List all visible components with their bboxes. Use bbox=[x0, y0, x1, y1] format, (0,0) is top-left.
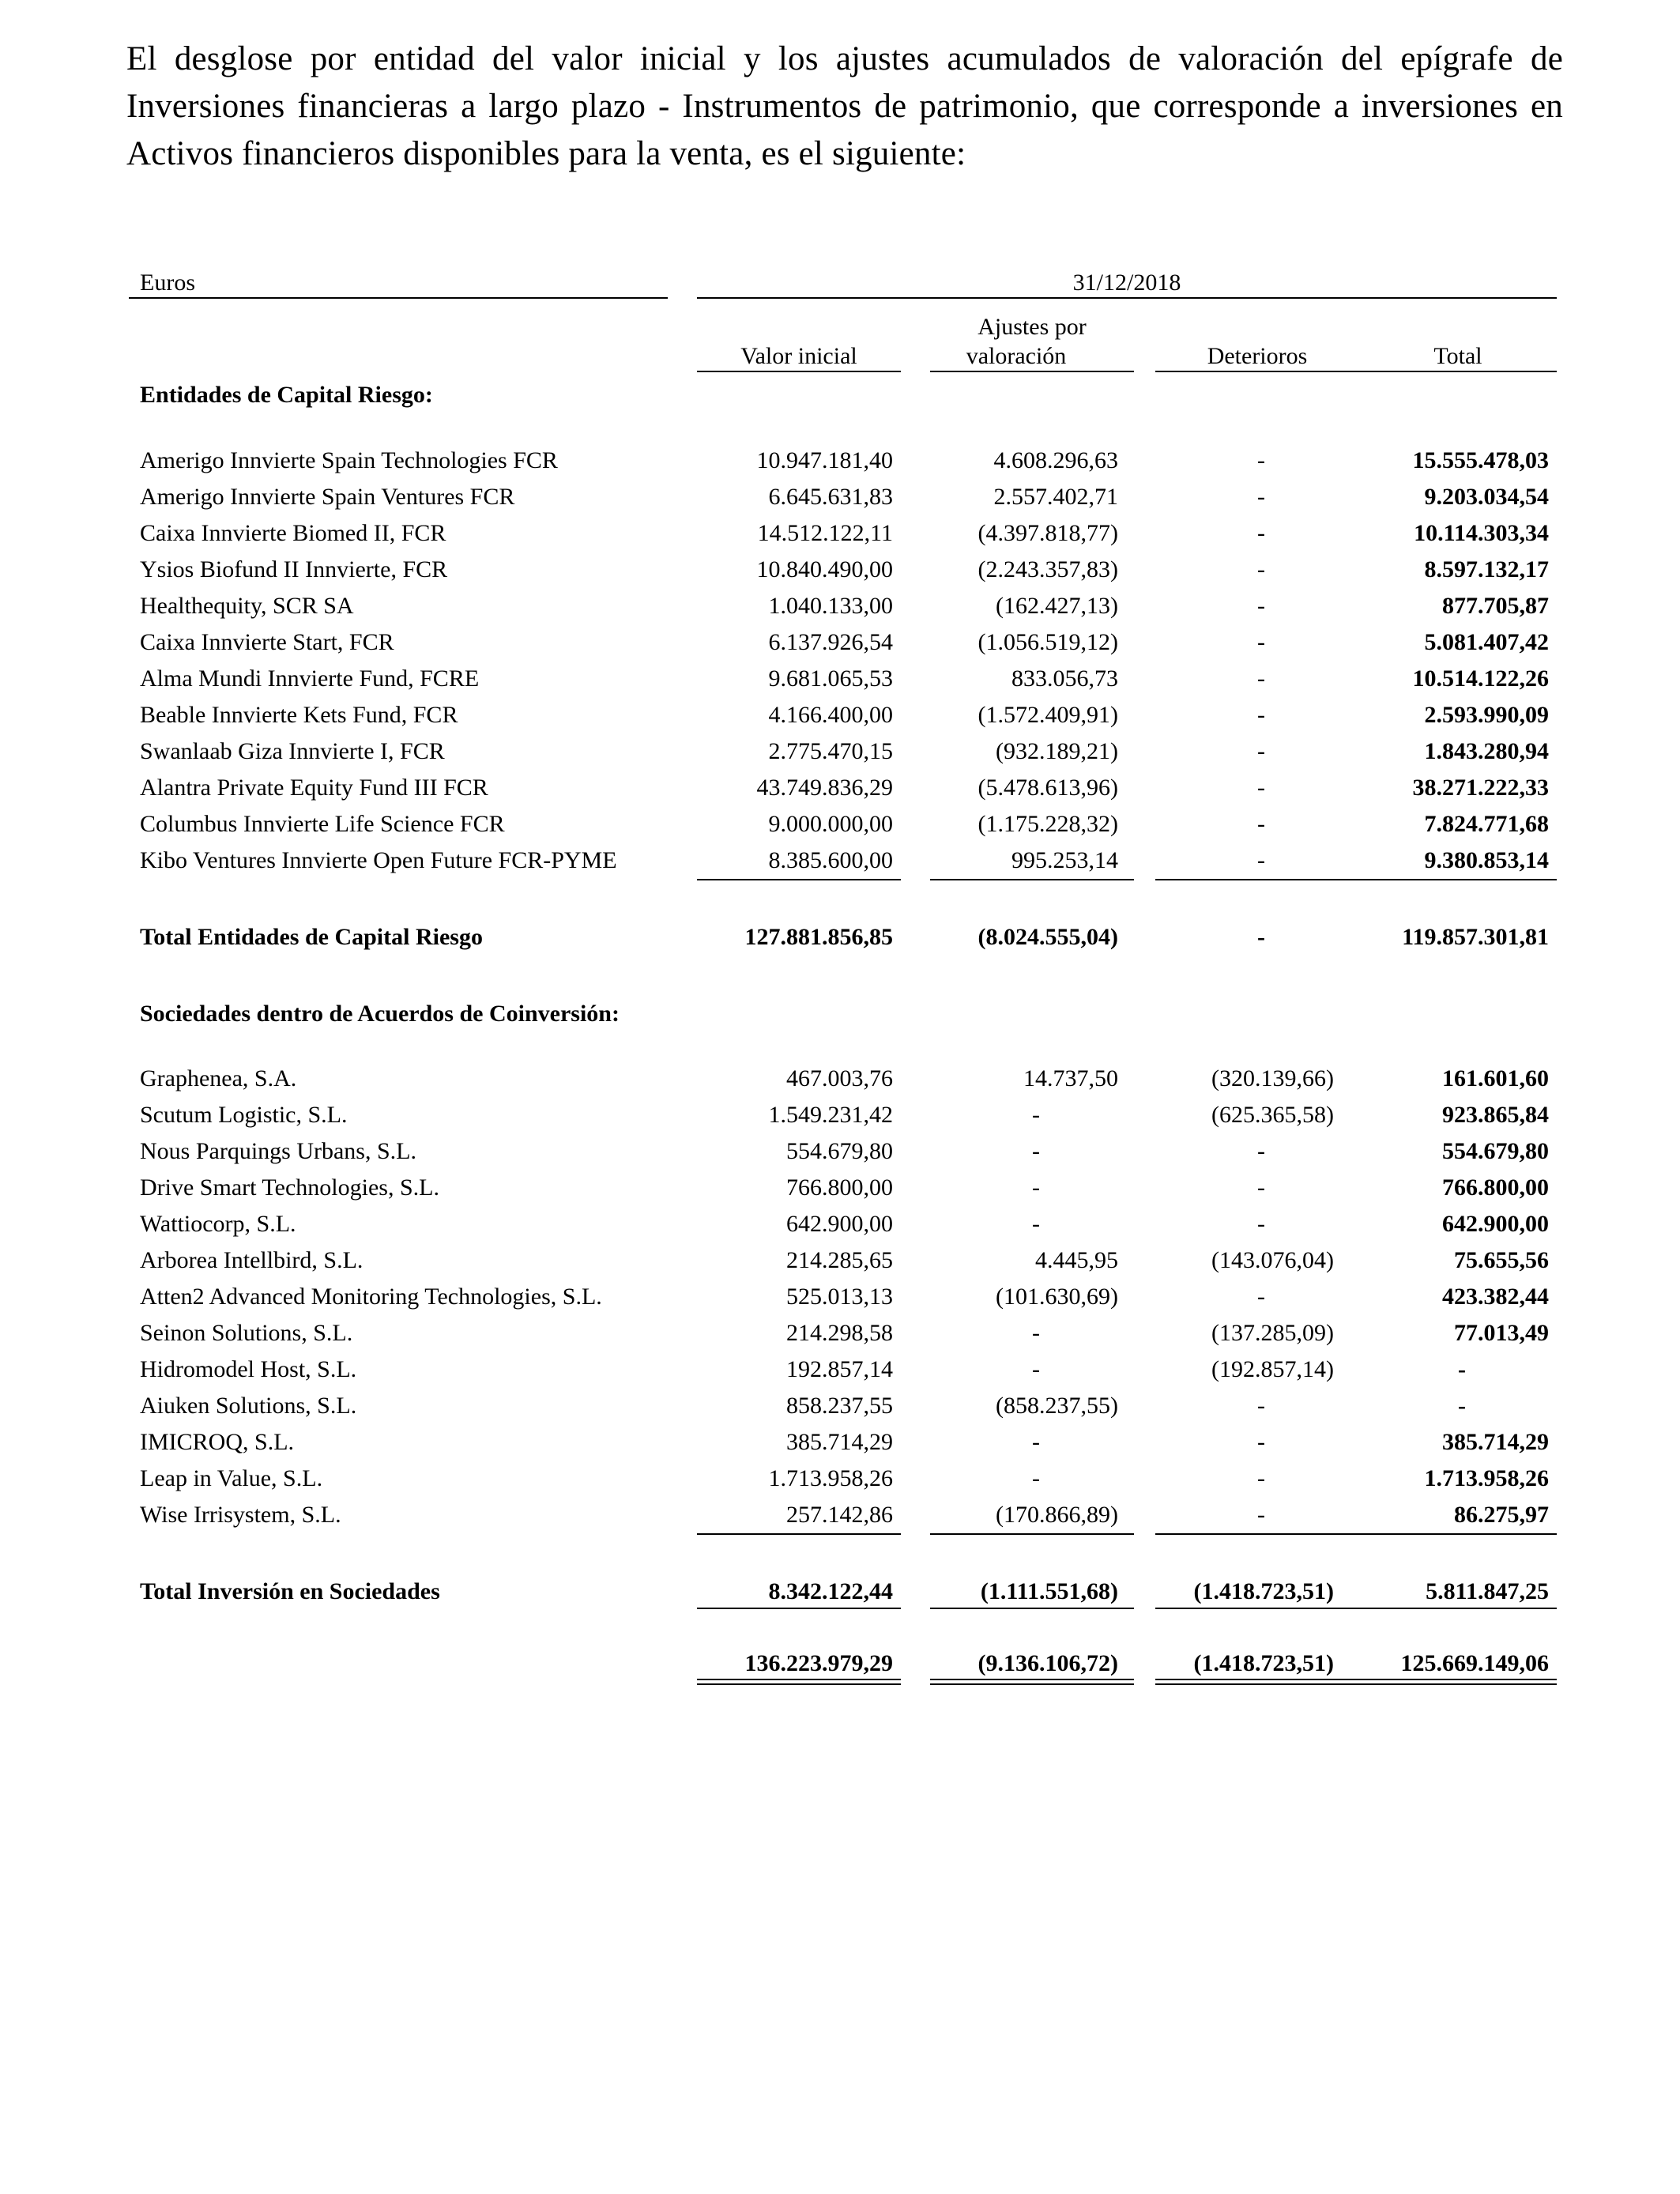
section2-total-underline-2 bbox=[1155, 1608, 1359, 1609]
section1-total-row-name: Total Entidades de Capital Riesgo bbox=[140, 924, 483, 950]
section2-row-total: - bbox=[1458, 1393, 1466, 1419]
section2-total-underline-0 bbox=[697, 1608, 901, 1609]
unit-label: Euros bbox=[140, 270, 195, 296]
grand-total-double-rule-0 bbox=[697, 1679, 901, 1685]
section1-row-total: 7.824.771,68 bbox=[1424, 811, 1549, 837]
section1-row-total: 9.203.034,54 bbox=[1424, 484, 1549, 510]
section2-row-ajustes: 4.445,95 bbox=[1035, 1247, 1118, 1273]
section1-row-deterioros: - bbox=[1257, 811, 1265, 837]
section2-total-row-total: 5.811.847,25 bbox=[1426, 1578, 1549, 1604]
section2-row-ajustes: 14.737,50 bbox=[1023, 1065, 1118, 1091]
section1-row-deterioros: - bbox=[1257, 775, 1265, 801]
section2-row-name: Drive Smart Technologies, S.L. bbox=[140, 1174, 439, 1201]
section2-row-total: - bbox=[1458, 1356, 1466, 1382]
section1-row-valor: 1.040.133,00 bbox=[768, 593, 893, 619]
section1-row-valor: 43.749.836,29 bbox=[756, 775, 893, 801]
section2-subtotal-rule-3 bbox=[1359, 1533, 1557, 1535]
section2-row-deterioros: (143.076,04) bbox=[1211, 1247, 1334, 1273]
section2-total-row-valor: 8.342.122,44 bbox=[768, 1578, 893, 1604]
grand-total-double-rule-3 bbox=[1359, 1679, 1557, 1685]
grand-total-valor: 136.223.979,29 bbox=[744, 1650, 893, 1676]
section1-row-name: Alantra Private Equity Fund III FCR bbox=[140, 775, 488, 801]
section1-subtotal-rule-2 bbox=[1155, 879, 1359, 880]
section2-row-name: Seinon Solutions, S.L. bbox=[140, 1320, 353, 1346]
section2-row-name: Atten2 Advanced Monitoring Technologies, S.L. bbox=[140, 1284, 602, 1310]
col-header-ajustes-line2: valoración bbox=[966, 343, 1067, 369]
section2-row-ajustes: - bbox=[1032, 1320, 1040, 1346]
section2-subtotal-rule-1 bbox=[930, 1533, 1134, 1535]
section2-row-valor: 1.549.231,42 bbox=[768, 1102, 893, 1128]
section2-row-deterioros: - bbox=[1257, 1284, 1265, 1310]
grand-total-deterioros: (1.418.723,51) bbox=[1193, 1650, 1334, 1676]
header-rule-left bbox=[129, 297, 668, 299]
section2-row-total: 75.655,56 bbox=[1454, 1247, 1549, 1273]
section1-total-row-total: 119.857.301,81 bbox=[1402, 924, 1549, 950]
section2-row-ajustes: (858.237,55) bbox=[996, 1393, 1118, 1419]
section2-row-deterioros: (625.365,58) bbox=[1211, 1102, 1334, 1128]
section1-row-valor: 6.645.631,83 bbox=[768, 484, 893, 510]
section2-row-total: 86.275,97 bbox=[1454, 1502, 1549, 1528]
section1-row-total: 5.081.407,42 bbox=[1424, 629, 1549, 655]
section2-row-deterioros: (320.139,66) bbox=[1211, 1065, 1334, 1091]
section2-row-valor: 192.857,14 bbox=[786, 1356, 893, 1382]
section2-row-valor: 766.800,00 bbox=[786, 1174, 893, 1201]
section2-row-name: Nous Parquings Urbans, S.L. bbox=[140, 1138, 416, 1164]
section2-total-underline-1 bbox=[930, 1608, 1134, 1609]
section1-row-deterioros: - bbox=[1257, 738, 1265, 764]
section1-row-total: 15.555.478,03 bbox=[1412, 447, 1549, 473]
section1-row-valor: 9.000.000,00 bbox=[768, 811, 893, 837]
section1-subtotal-rule-3 bbox=[1359, 879, 1557, 880]
section1-row-valor: 9.681.065,53 bbox=[768, 665, 893, 692]
section1-total-row-ajustes: (8.024.555,04) bbox=[977, 924, 1118, 950]
section1-row-deterioros: - bbox=[1257, 665, 1265, 692]
section2-row-total: 423.382,44 bbox=[1442, 1284, 1549, 1310]
col-header-ajustes-line1: Ajustes por bbox=[977, 314, 1087, 340]
section1-row-name: Columbus Innvierte Life Science FCR bbox=[140, 811, 505, 837]
section2-row-total: 923.865,84 bbox=[1442, 1102, 1549, 1128]
section1-row-name: Kibo Ventures Innvierte Open Future FCR-PYME bbox=[140, 847, 617, 873]
section2-row-ajustes: (101.630,69) bbox=[996, 1284, 1118, 1310]
section2-row-name: Hidromodel Host, S.L. bbox=[140, 1356, 357, 1382]
section2-row-valor: 554.679,80 bbox=[786, 1138, 893, 1164]
section2-row-name: Aiuken Solutions, S.L. bbox=[140, 1393, 357, 1419]
section1-row-total: 8.597.132,17 bbox=[1424, 556, 1549, 582]
section2-row-ajustes: - bbox=[1032, 1174, 1040, 1201]
section2-total-row-name: Total Inversión en Sociedades bbox=[140, 1578, 440, 1604]
section2-row-deterioros: - bbox=[1257, 1502, 1265, 1528]
section2-row-name: Leap in Value, S.L. bbox=[140, 1465, 323, 1491]
section1-row-name: Alma Mundi Innvierte Fund, FCRE bbox=[140, 665, 480, 692]
section2-row-total: 161.601,60 bbox=[1442, 1065, 1549, 1091]
section1-row-ajustes: (932.189,21) bbox=[996, 738, 1118, 764]
section2-row-name: Graphenea, S.A. bbox=[140, 1065, 297, 1091]
section2-row-valor: 642.900,00 bbox=[786, 1211, 893, 1237]
grand-total-double-rule-2 bbox=[1155, 1679, 1359, 1685]
section2-row-total: 1.713.958,26 bbox=[1424, 1465, 1549, 1491]
section1-row-name: Ysios Biofund II Innvierte, FCR bbox=[140, 556, 448, 582]
section2-row-name: Arborea Intellbird, S.L. bbox=[140, 1247, 363, 1273]
section2-row-deterioros: (192.857,14) bbox=[1211, 1356, 1334, 1382]
section1-subtotal-rule-1 bbox=[930, 879, 1134, 880]
section2-subtotal-rule-0 bbox=[697, 1533, 901, 1535]
section2-row-ajustes: - bbox=[1032, 1138, 1040, 1164]
col-rule-deterioros bbox=[1155, 371, 1359, 372]
section1-row-name: Amerigo Innvierte Spain Technologies FCR bbox=[140, 447, 558, 473]
section2-row-deterioros: - bbox=[1257, 1138, 1265, 1164]
section1-row-ajustes: (2.243.357,83) bbox=[977, 556, 1118, 582]
section1-row-name: Healthequity, SCR SA bbox=[140, 593, 354, 619]
col-rule-valor bbox=[697, 371, 901, 372]
section2-row-deterioros: (137.285,09) bbox=[1211, 1320, 1334, 1346]
section1-row-ajustes: (1.175.228,32) bbox=[977, 811, 1118, 837]
section1-row-deterioros: - bbox=[1257, 447, 1265, 473]
section2-row-total: 554.679,80 bbox=[1442, 1138, 1549, 1164]
section2-row-total: 766.800,00 bbox=[1442, 1174, 1549, 1201]
section1-row-ajustes: 4.608.296,63 bbox=[993, 447, 1118, 473]
section1-row-total: 10.114.303,34 bbox=[1414, 520, 1549, 546]
section2-row-valor: 1.713.958,26 bbox=[768, 1465, 893, 1491]
section2-row-name: Wattiocorp, S.L. bbox=[140, 1211, 296, 1237]
section1-row-valor: 10.947.181,40 bbox=[756, 447, 893, 473]
col-header-total: Total bbox=[1433, 343, 1482, 369]
section1-row-name: Beable Innvierte Kets Fund, FCR bbox=[140, 702, 458, 728]
section1-row-name: Caixa Innvierte Start, FCR bbox=[140, 629, 394, 655]
section2-row-deterioros: - bbox=[1257, 1211, 1265, 1237]
section2-row-valor: 385.714,29 bbox=[786, 1429, 893, 1455]
section2-subtotal-rule-2 bbox=[1155, 1533, 1359, 1535]
section2-row-deterioros: - bbox=[1257, 1465, 1265, 1491]
section2-row-deterioros: - bbox=[1257, 1174, 1265, 1201]
section2-row-name: IMICROQ, S.L. bbox=[140, 1429, 295, 1455]
section1-row-valor: 2.775.470,15 bbox=[768, 738, 893, 764]
grand-total-total: 125.669.149,06 bbox=[1400, 1650, 1549, 1676]
section1-row-total: 877.705,87 bbox=[1442, 593, 1549, 619]
col-header-valor-inicial: Valor inicial bbox=[740, 343, 857, 369]
date-label: 31/12/2018 bbox=[1072, 270, 1181, 296]
section1-total-row-deterioros: - bbox=[1257, 924, 1265, 950]
section2-row-valor: 858.237,55 bbox=[786, 1393, 893, 1419]
section1-row-total: 2.593.990,09 bbox=[1424, 702, 1549, 728]
section1-row-ajustes: (1.572.409,91) bbox=[977, 702, 1118, 728]
section1-row-deterioros: - bbox=[1257, 702, 1265, 728]
section1-row-ajustes: 833.056,73 bbox=[1011, 665, 1118, 692]
section1-row-ajustes: (4.397.818,77) bbox=[977, 520, 1118, 546]
col-rule-total bbox=[1359, 371, 1557, 372]
section1-total-row-valor: 127.881.856,85 bbox=[744, 924, 893, 950]
section2-row-ajustes: (170.866,89) bbox=[996, 1502, 1118, 1528]
section2-row-ajustes: - bbox=[1032, 1465, 1040, 1491]
section2-row-valor: 525.013,13 bbox=[786, 1284, 893, 1310]
section2-row-ajustes: - bbox=[1032, 1211, 1040, 1237]
section2-row-ajustes: - bbox=[1032, 1102, 1040, 1128]
section2-row-ajustes: - bbox=[1032, 1429, 1040, 1455]
section2-title: Sociedades dentro de Acuerdos de Coinversión: bbox=[140, 1001, 620, 1027]
section1-row-ajustes: 2.557.402,71 bbox=[993, 484, 1118, 510]
section2-row-total: 642.900,00 bbox=[1442, 1211, 1549, 1237]
section1-row-valor: 6.137.926,54 bbox=[768, 629, 893, 655]
section2-row-deterioros: - bbox=[1257, 1429, 1265, 1455]
section2-row-deterioros: - bbox=[1257, 1393, 1265, 1419]
header-rule-right bbox=[697, 297, 1557, 299]
section1-row-name: Amerigo Innvierte Spain Ventures FCR bbox=[140, 484, 515, 510]
section1-row-valor: 10.840.490,00 bbox=[756, 556, 893, 582]
section1-row-deterioros: - bbox=[1257, 629, 1265, 655]
section1-row-total: 38.271.222,33 bbox=[1412, 775, 1549, 801]
section1-row-deterioros: - bbox=[1257, 847, 1265, 873]
grand-total-ajustes: (9.136.106,72) bbox=[977, 1650, 1118, 1676]
intro-paragraph: El desglose por entidad del valor inicial y los ajustes acumulados de valoración del epígrafe de Inversiones financieras a largo plazo - Instrumentos de patrimonio, que corresponde a inversiones en Activos financieros disponibles para la venta, es el siguiente: bbox=[126, 40, 1563, 172]
section1-row-total: 10.514.122,26 bbox=[1412, 665, 1549, 692]
col-rule-ajustes bbox=[930, 371, 1134, 372]
section1-row-name: Caixa Innvierte Biomed II, FCR bbox=[140, 520, 446, 546]
section2-total-row-ajustes: (1.111.551,68) bbox=[980, 1578, 1118, 1604]
section2-row-valor: 214.285,65 bbox=[786, 1247, 893, 1273]
section1-row-total: 1.843.280,94 bbox=[1424, 738, 1549, 764]
section2-row-total: 385.714,29 bbox=[1442, 1429, 1549, 1455]
section1-subtotal-rule-0 bbox=[697, 879, 901, 880]
section2-row-valor: 257.142,86 bbox=[786, 1502, 893, 1528]
section1-title: Entidades de Capital Riesgo: bbox=[140, 382, 433, 408]
section1-row-total: 9.380.853,14 bbox=[1424, 847, 1549, 873]
section2-row-valor: 467.003,76 bbox=[786, 1065, 893, 1091]
section2-row-ajustes: - bbox=[1032, 1356, 1040, 1382]
section2-total-underline-3 bbox=[1359, 1608, 1557, 1609]
section1-row-deterioros: - bbox=[1257, 484, 1265, 510]
section2-row-valor: 214.298,58 bbox=[786, 1320, 893, 1346]
section2-row-total: 77.013,49 bbox=[1454, 1320, 1549, 1346]
section1-row-valor: 14.512.122,11 bbox=[757, 520, 893, 546]
section1-row-ajustes: (1.056.519,12) bbox=[977, 629, 1118, 655]
section1-row-deterioros: - bbox=[1257, 520, 1265, 546]
section1-row-ajustes: (5.478.613,96) bbox=[977, 775, 1118, 801]
section1-row-deterioros: - bbox=[1257, 556, 1265, 582]
section2-total-row-deterioros: (1.418.723,51) bbox=[1193, 1578, 1334, 1604]
section1-row-valor: 8.385.600,00 bbox=[768, 847, 893, 873]
section2-row-name: Wise Irrisystem, S.L. bbox=[140, 1502, 341, 1528]
section1-row-ajustes: 995.253,14 bbox=[1011, 847, 1118, 873]
section1-row-name: Swanlaab Giza Innvierte I, FCR bbox=[140, 738, 445, 764]
col-header-deterioros: Deterioros bbox=[1207, 343, 1308, 369]
section1-row-valor: 4.166.400,00 bbox=[768, 702, 893, 728]
section2-row-name: Scutum Logistic, S.L. bbox=[140, 1102, 348, 1128]
section1-row-deterioros: - bbox=[1257, 593, 1265, 619]
section1-row-ajustes: (162.427,13) bbox=[996, 593, 1118, 619]
grand-total-double-rule-1 bbox=[930, 1679, 1134, 1685]
